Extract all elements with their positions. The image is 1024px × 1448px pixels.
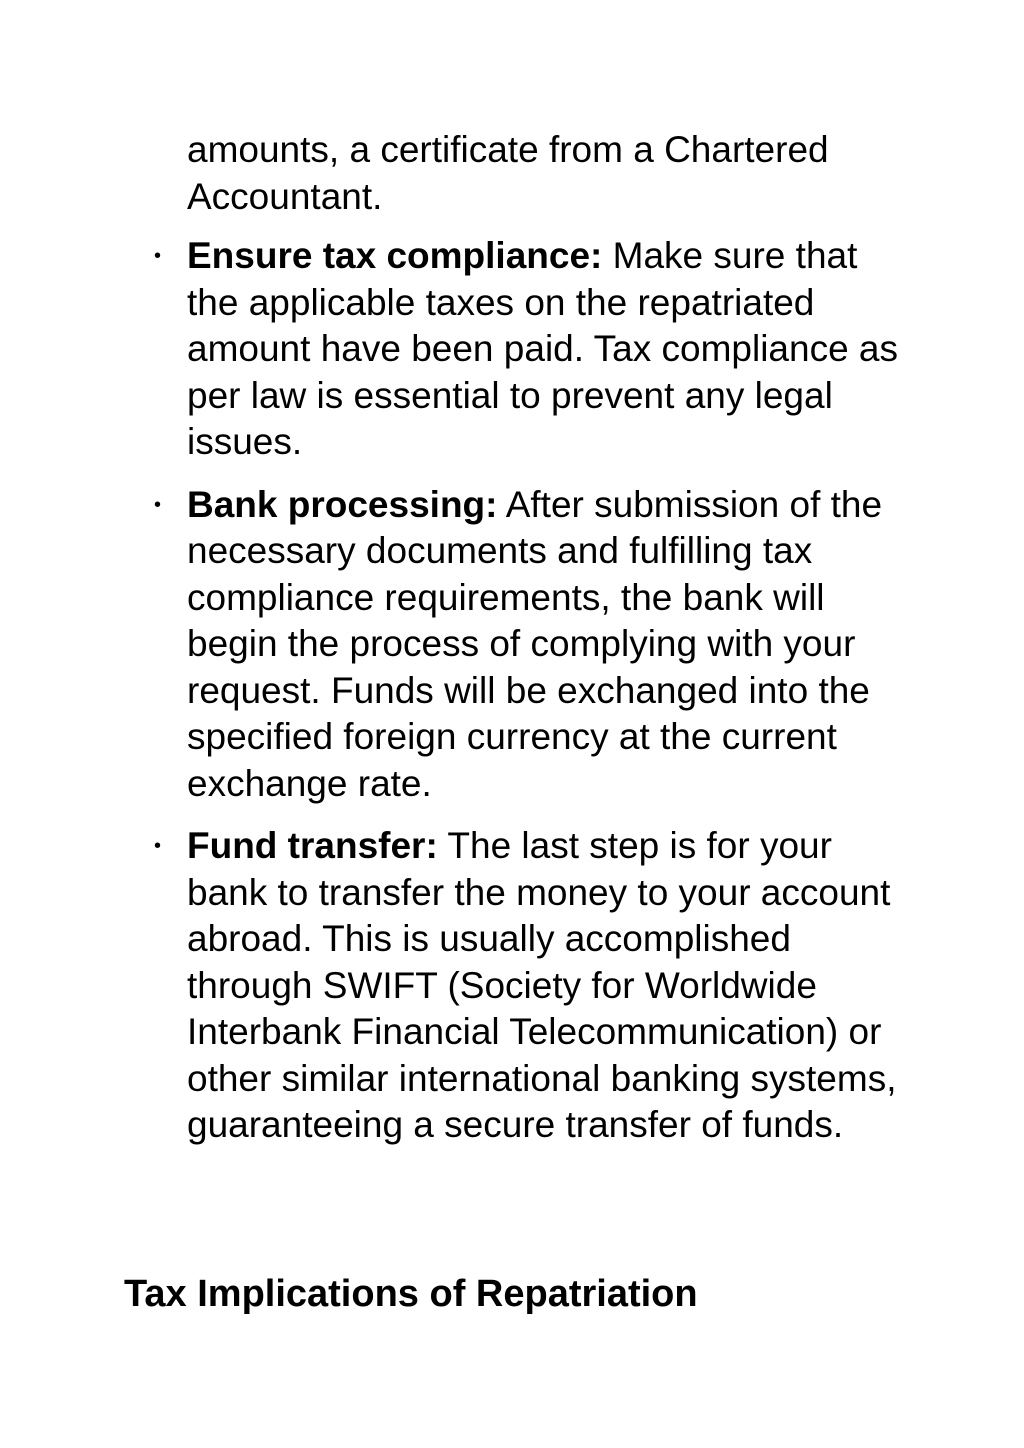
bullet-icon: • [154,493,162,516]
list-item-text: After submission of the necessary documents and fulfilling tax compliance requirements, the bank will begin the process of complying with your request. Funds will be exchanged into the specified foreign currency at the current exchange rate. [187,483,883,804]
step-list [0,233,1024,1165]
list-item [0,233,907,466]
continuation-paragraph: amounts, a certificate from a Chartered Accountant. [187,129,829,217]
bullet-icon: • [154,245,162,267]
list-item-lead: Fund transfer: [187,825,438,866]
section-heading: Tax Implications of Repatriation [124,1273,698,1315]
list-item [0,823,907,1149]
list-item-text: The last step is for your bank to transfer the money to your account abroad. This is usually accomplished through SWIFT (Society for Worldwide Interbank Financial Telecommunication) or other similar international banking systems, guaranteeing a secure transfer of funds. [187,825,897,1145]
list-item-lead: Ensure tax compliance: [187,235,603,276]
list-item-text: Make sure that the applicable taxes on the repatriated amount have been paid. Tax compliance as per law is essential to prevent any legal issues. [187,235,899,462]
bullet-icon: • [154,835,162,857]
list-item-lead: Bank processing: [187,483,498,525]
list-item [0,482,907,808]
